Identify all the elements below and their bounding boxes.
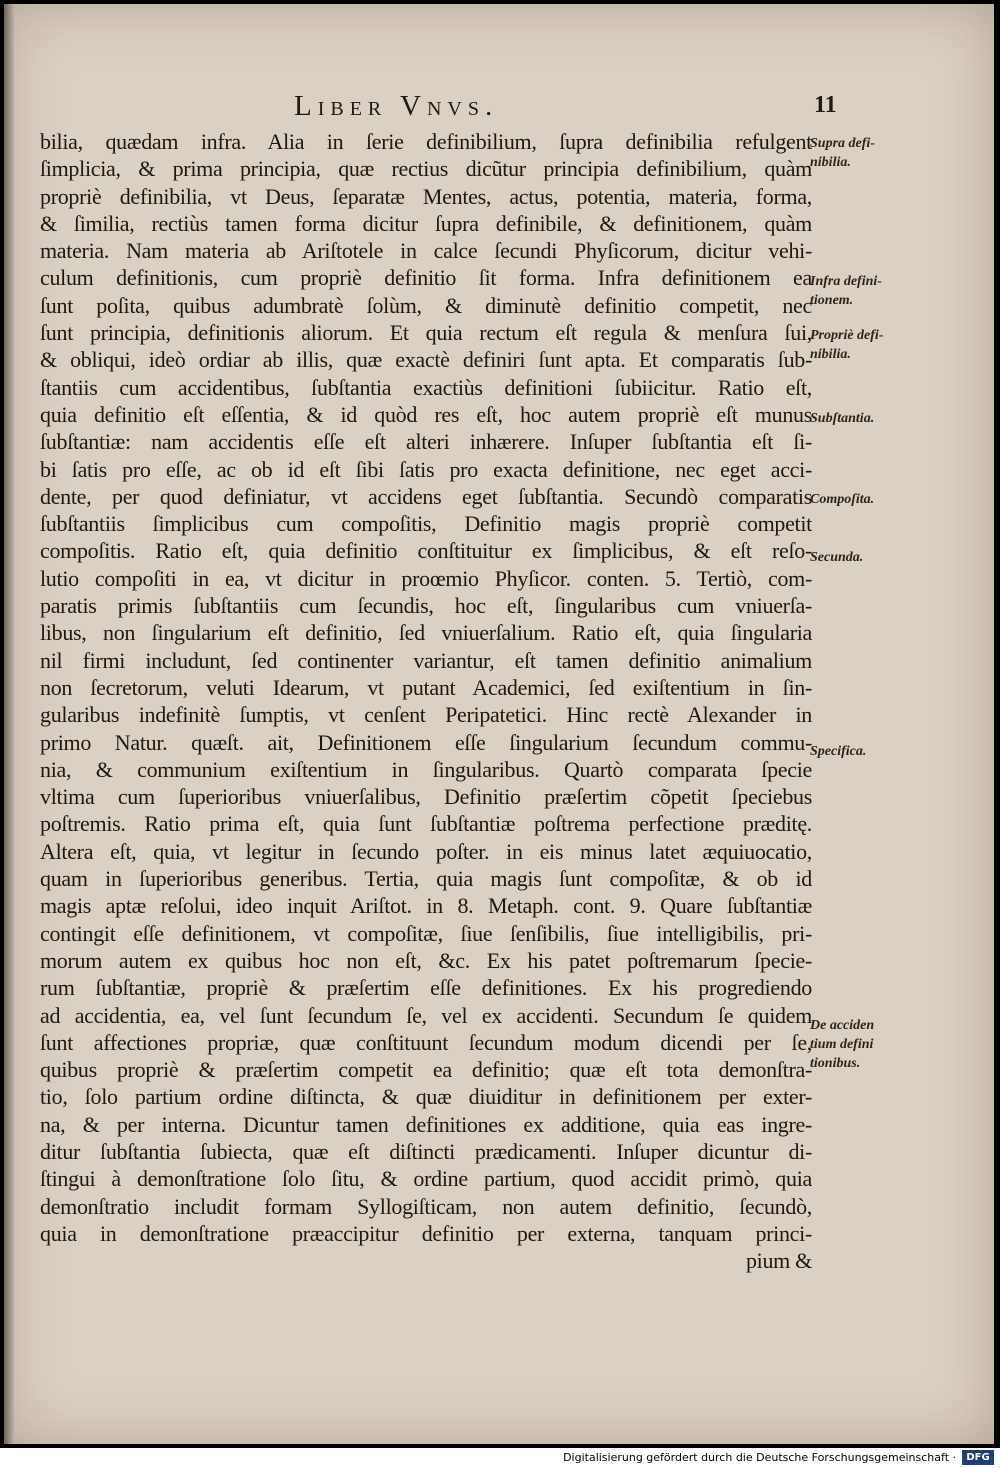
note-line: tionibus. <box>810 1056 861 1071</box>
text-line: nia, & communium exiſtentium in ſingularibus. Quartò comparata ſpecie <box>40 756 812 782</box>
text-line: quia in demonſtratione præaccipitur definitio per externa, tanquam princi- <box>40 1220 812 1246</box>
text-line: paratis primis ſubſtantiis cum ſecundis, hoc eſt, ſingularibus cum vniuerſa- <box>40 593 812 619</box>
note-line: Secunda. <box>810 550 864 565</box>
text-line: ſtingui à demonſtratione ſolo ſitu, & ordine partium, quod accidit primò, quia <box>40 1166 812 1192</box>
text-line: culum definitionis, cum propriè definitio ſit forma. Infra definitionem ea <box>40 265 812 291</box>
note-line: tionem. <box>810 293 854 308</box>
text-line: rum ſubſtantiæ, propriè & præſertim eſſe definitiones. Ex his progrediendo <box>40 975 812 1001</box>
note-line: nibilia. <box>810 347 851 362</box>
footer-credit: Digitalisierung gefördert durch die Deutsche Forschungsgemeinschaft · <box>563 1451 956 1464</box>
text-line: contingit eſſe definitionem, vt compoſitæ, ſiue ſenſibilis, ſiue intelligibilis, pri- <box>40 920 812 946</box>
text-line: magis aptæ reſolui, ideo inquit Ariſtot. in 8. Metaph. cont. 9. Quare ſubſtantiæ <box>40 893 812 919</box>
marginal-note-substantia <box>810 409 920 428</box>
text-line: non ſecretorum, veluti Idearum, vt putant Academici, ſed exiſtentium in ſin- <box>40 674 812 700</box>
text-line: quia definitio eſt eſſentia, & id quòd res eſt, hoc autem propriè eſt munus <box>40 401 812 427</box>
text-line: morum autem ex quibus hoc non eſt, &c. Ex his patet poſtremarum ſpecie- <box>40 947 812 973</box>
text-line: & ſimilia, rectiùs tamen forma dicitur ſupra definibile, & definitionem, quàm <box>40 210 812 236</box>
note-line: Propriè defi- <box>810 328 884 343</box>
text-line: ſimplicia, & prima principia, quæ rectius dicũtur principia definibilium, quàm <box>40 156 812 182</box>
text-line: quam in ſuperioribus generibus. Tertia, quia magis ſunt compoſitæ, & ob id <box>40 866 812 892</box>
dfg-logo-icon: DFG <box>962 1450 994 1465</box>
book-page <box>4 4 994 1444</box>
text-line: Altera eſt, quia, vt legitur in ſecundo poſter. in eis minus latet æquiuocatio, <box>40 838 812 864</box>
marginal-note-accidentium <box>810 1016 920 1073</box>
text-line: ſtantiis cum accidentibus, ſubſtantia exactiùs definitioni ſubiicitur. Ratio eſt, <box>40 374 812 400</box>
text-line: ſubſtantiis ſimplicibus cum compoſitis, Definitio magis propriè competit <box>40 511 812 537</box>
text-line: poſtremis. Ratio prima eſt, quia ſunt ſubſtantiæ poſtrema perfectione præditę. <box>40 811 812 837</box>
text-line: propriè definibilia, vt Deus, ſeparatæ Mentes, actus, potentia, materia, forma, <box>40 183 812 209</box>
text-line: nil firmi includunt, ſed continenter variantur, eſt tamen definitio animalium <box>40 647 812 673</box>
note-line: nibilia. <box>810 155 851 170</box>
marginal-note-composita <box>810 490 920 509</box>
text-line: tio, ſolo partium ordine diſtincta, & quæ diuiditur in definitionem per exter- <box>40 1084 812 1110</box>
text-line: ſunt poſita, quibus adumbratè ſolùm, & diminutè definitio competit, nec <box>40 292 812 318</box>
marginal-note-proprie <box>810 326 920 364</box>
text-line: ditur ſubſtantia ſubiecta, quæ eſt diſtincti prædicamenti. Inſuper dicuntur di- <box>40 1138 812 1164</box>
page-header <box>4 90 994 124</box>
text-line: & obliqui, ideò ordiar ab illis, quæ exactè definiri ſunt apta. Et comparatis ſub- <box>40 347 812 373</box>
text-line: vltima cum ſuperioribus vniuerſalibus, Definitio præſertim cõpetit ſpeciebus <box>40 784 812 810</box>
text-line: dente, per quod definiatur, vt accidens eget ſubſtantia. Secundò comparatis <box>40 483 812 509</box>
marginal-note-supra <box>810 134 920 172</box>
catchword-line: pium & <box>745 1248 812 1274</box>
text-line: ad accidentia, ea, vel ſunt ſecundum ſe, vel ex accidenti. Secundum ſe quidem <box>40 1002 812 1028</box>
text-line: ſunt principia, definitionis aliorum. Et quia rectum eſt regula & menſura ſui, <box>40 320 812 346</box>
marginal-note-infra <box>810 272 920 310</box>
running-title: Liber Vnvs. <box>294 90 499 122</box>
marginal-note-secunda <box>810 548 920 567</box>
note-line: Subſtantia. <box>810 411 875 426</box>
text-line: ſubſtantiæ: nam accidentis eſſe eſt alteri inhærere. Inſuper ſubſtantia eſt ſi- <box>40 429 812 455</box>
note-line: Supra defi- <box>810 136 875 151</box>
text-line: quibus propriè & præſertim competit ea definitio; quæ eſt tota demonſtra- <box>40 1057 812 1083</box>
text-line: libus, non ſingularium eſt definitio, ſed vniuerſalium. Ratio eſt, quia ſingularia <box>40 620 812 646</box>
page-gutter-edge <box>4 4 14 1444</box>
page-number: 11 <box>814 92 837 118</box>
note-line: tium defini <box>810 1037 874 1052</box>
note-line: De acciden <box>810 1018 875 1033</box>
text-line: gularibus indefinitè ſumptis, vt cenſent Peripatetici. Hinc rectè Alexander in <box>40 702 812 728</box>
note-line: Specifica. <box>810 744 867 759</box>
main-text-block <box>40 128 812 1274</box>
text-line: primo Natur. quæſt. ait, Definitionem eſſe ſingularium ſecundum commu- <box>40 729 812 755</box>
text-line: ſunt affectiones propriæ, quæ conſtituunt ſecundum modum dicendi per ſe, <box>40 1029 812 1055</box>
note-line: Compoſita. <box>810 492 875 507</box>
marginal-note-specifica <box>810 742 920 761</box>
note-line: Infra defini- <box>810 274 882 289</box>
text-line: lutio compoſiti in ea, vt dicitur in proœmio Phyſicor. conten. 5. Tertiò, com- <box>40 565 812 591</box>
text-line: bilia, quædam infra. Alia in ſerie definibilium, ſupra definibilia refulgent <box>40 129 812 154</box>
text-line: demonſtratio includit formam Syllogiſticam, non autem definitio, ſecundò, <box>40 1193 812 1219</box>
text-line: compoſitis. Ratio eſt, quia definitio conſtituitur ex ſimplicibus, & eſt reſo- <box>40 538 812 564</box>
text-line: materia. Nam materia ab Ariſtotele in calce ſecundi Phyſicorum, dicitur vehi- <box>40 238 812 264</box>
digitization-footer <box>0 1448 1000 1468</box>
text-line: na, & per interna. Dicuntur tamen definitiones ex additione, quia eas ingre- <box>40 1111 812 1137</box>
text-line: bi ſatis pro eſſe, ac ob id eſt ſibi ſatis pro exacta definitione, nec eget acci- <box>40 456 812 482</box>
